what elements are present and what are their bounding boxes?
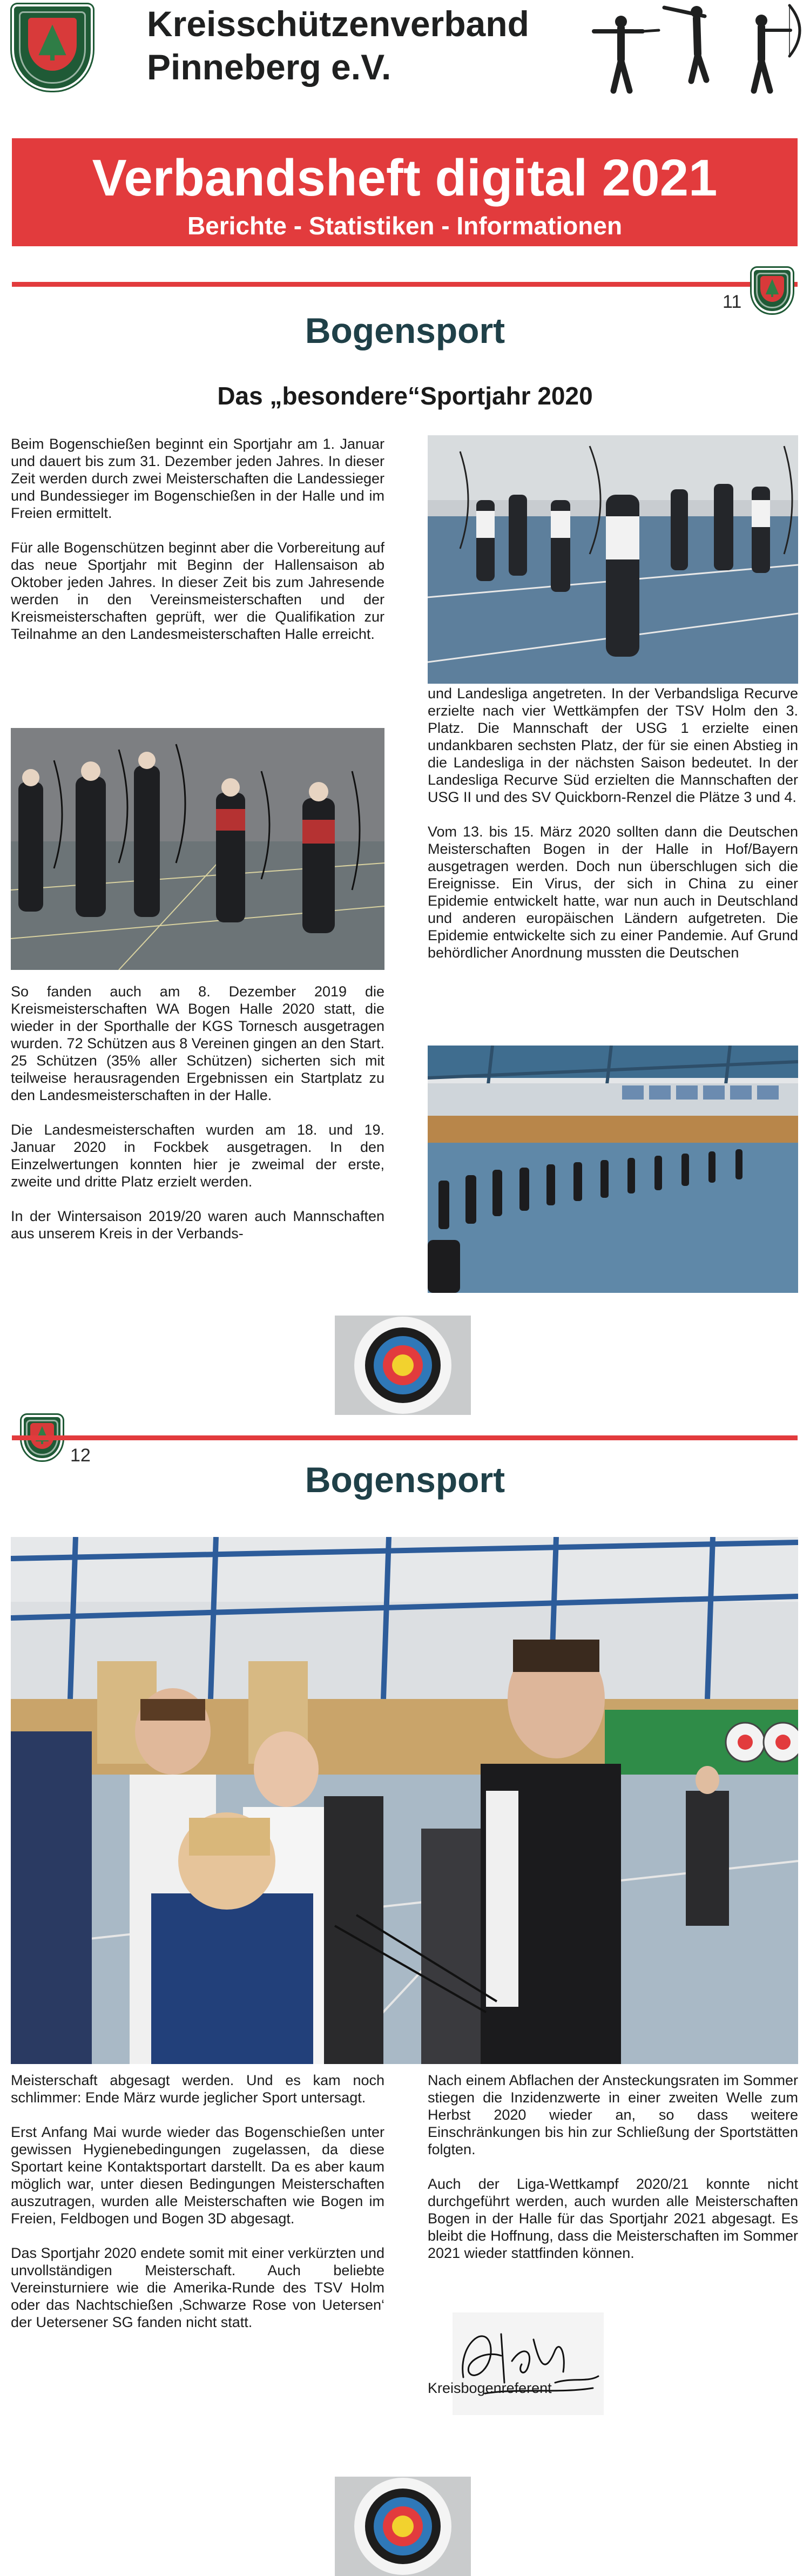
signature-image xyxy=(453,2312,604,2415)
page-number: 12 xyxy=(70,1445,91,1466)
photo-archers-shooting-line xyxy=(11,728,384,970)
section-title: Bogensport xyxy=(305,1460,505,1500)
banner-subtitle: Berichte - Statistiken - Informationen xyxy=(187,212,623,240)
paragraph: Auch der Liga-Wettkampf 2020/21 konnte nicht durchgeführt werden, auch wurden alle Meisterschaften Bogen in der Halle für das Sportjahr 2021 abgesagt. Es bleibt die Hoffnung, dass die Meisterschaften im Sommer 2021 wieder stattfinden können. xyxy=(428,2176,798,2261)
title-banner xyxy=(12,138,798,246)
banner-title: Verbandsheft digital 2021 xyxy=(92,149,718,207)
club-crest-icon xyxy=(12,4,93,91)
club-name-line2: Pinneberg e.V. xyxy=(147,47,392,87)
photo-archers-group-instruction xyxy=(11,1537,798,2064)
paragraph: In der Wintersaison 2019/20 waren auch Mannschaften aus unserem Kreis in der Verbands- xyxy=(11,1208,384,1242)
section-title: Bogensport xyxy=(305,311,505,350)
paragraph: und Landesliga angetreten. In der Verbandsliga Recurve erzielte nach vier Wettkämpfen der TSV Holm den 3. Platz. Die Mannschaft der USG 1 erzielte einen undankbaren sechsten Platz, der für sie einen Abstieg in die Landesliga in der nächsten Saison bedeutet. In der Landesliga Recurve Süd erzielten die Mannschaften der USG II und des SV Quickborn-Renzel die Plätze 3 und 4. xyxy=(428,685,798,805)
club-crest-icon xyxy=(752,268,793,313)
photo-sports-hall-tournament xyxy=(428,1046,798,1293)
page-divider xyxy=(12,1435,798,1440)
club-name xyxy=(147,2,529,89)
archery-target-icon xyxy=(335,2477,471,2576)
article-column-right xyxy=(428,685,798,979)
paragraph: Nach einem Abflachen der Ansteckungsraten im Sommer stiegen die Inzidenzwerte in einer zweiten Welle zum Herbst 2020 wieder an, so dass weitere Einschränkungen bis hin zur Schließung der Sportstätten folgten. xyxy=(428,2072,798,2157)
article-headline: Das „besondere“Sportjahr 2020 xyxy=(217,382,593,410)
article-column-left xyxy=(11,2072,384,2348)
photo-archers-in-hall xyxy=(428,435,798,684)
paragraph: Beim Bogenschießen beginnt ein Sportjahr am 1. Januar und dauert bis zum 31. Dezember jeden Jahres. In dieser Zeit werden durch zwei Meisterschaften die Landessieger und Bundessieger im Bogenschießen in der Halle und im Freien ermittelt. xyxy=(11,436,384,521)
paragraph: Die Landesmeisterschaften wurden am 18. und 19. Januar 2020 in Fockbek ausgetragen. In den Einzelwertungen konnten hier je zweimal der erste, zweite und dritte Platz erzielt werden. xyxy=(11,1122,384,1190)
page-number: 11 xyxy=(723,292,742,312)
paragraph: Für alle Bogenschützen beginnt aber die Vorbereitung auf das neue Sportjahr mit Beginn der Hallensaison ab Oktober jeden Jahres. In dieser Zeit bis zum Jahresende werden in den Vereinsmeisterschaften und der Kreismeisterschaften geprüft, wer die Qualifikation zur Teilnahme an den Landesmeisterschaften Halle erreicht. xyxy=(11,540,384,642)
paragraph: So fanden auch am 8. Dezember 2019 die Kreismeisterschaften WA Bogen Halle 2020 statt, die wieder in der Sporthalle der KGS Tornesch ausgetragen wurden. 72 Schützen aus 8 Vereinen gingen an den Start. 25 Schützen (35% aller Schützen) sicherten sich mit teilweise herausragenden Ergebnissen ein Startplatz zu den Landesmeisterschaften in der Halle. xyxy=(11,983,384,1103)
signature-role: Kreisbogenreferent xyxy=(428,2380,552,2396)
paragraph: Erst Anfang Mai wurde wieder das Bogenschießen unter gewissen Hygienebedingungen zugelassen, da diese Sportart keine Kontaktsportart darstellt. Da es aber kaum möglich war, unter diesen Bedingungen Meisterschaften auszutragen, wurden alle Meisterschaften wie Bogen im Freien, Feldbogen und Bogen 3D abgesagt. xyxy=(11,2124,384,2227)
archer-pictogram-icon xyxy=(583,0,805,97)
paragraph: Das Sportjahr 2020 endete somit mit einer verkürzten und unvollständigen Meisterschaft. Auch beliebte Vereinsturniere wie die Amerika-Runde des TSV Holm oder das Nachtschießen ‚Schwarze Rose von Uetersen‘ der Uetersener SG fanden nicht statt. xyxy=(11,2245,384,2330)
paragraph: Vom 13. bis 15. März 2020 sollten dann die Deutschen Meisterschaften Bogen in der Halle in Hof/Bayern ausgetragen werden. Doch nun überschlugen sich die Ereignisse. Ein Virus, der sich in China zu einer Epidemie entwickelt hatte, war nun auch in Deutschland und anderen europäischen Ländern aufgetreten. Die Epidemie entwickelte sich zu einer Pandemie. Auf Grund behördlicher Anordnung mussten die Deutschen xyxy=(428,824,798,961)
page-divider xyxy=(12,282,798,287)
paragraph: Meisterschaft abgesagt werden. Und es kam noch schlimmer: Ende März wurde jeglicher Sport untersagt. xyxy=(11,2072,384,2106)
club-name-line1: Kreisschützenverband xyxy=(147,4,529,44)
archery-target-icon xyxy=(335,1316,471,1415)
article-column-left-bottom xyxy=(11,983,384,1259)
article-column-right xyxy=(428,2072,798,2279)
article-column-left-top xyxy=(11,435,384,660)
